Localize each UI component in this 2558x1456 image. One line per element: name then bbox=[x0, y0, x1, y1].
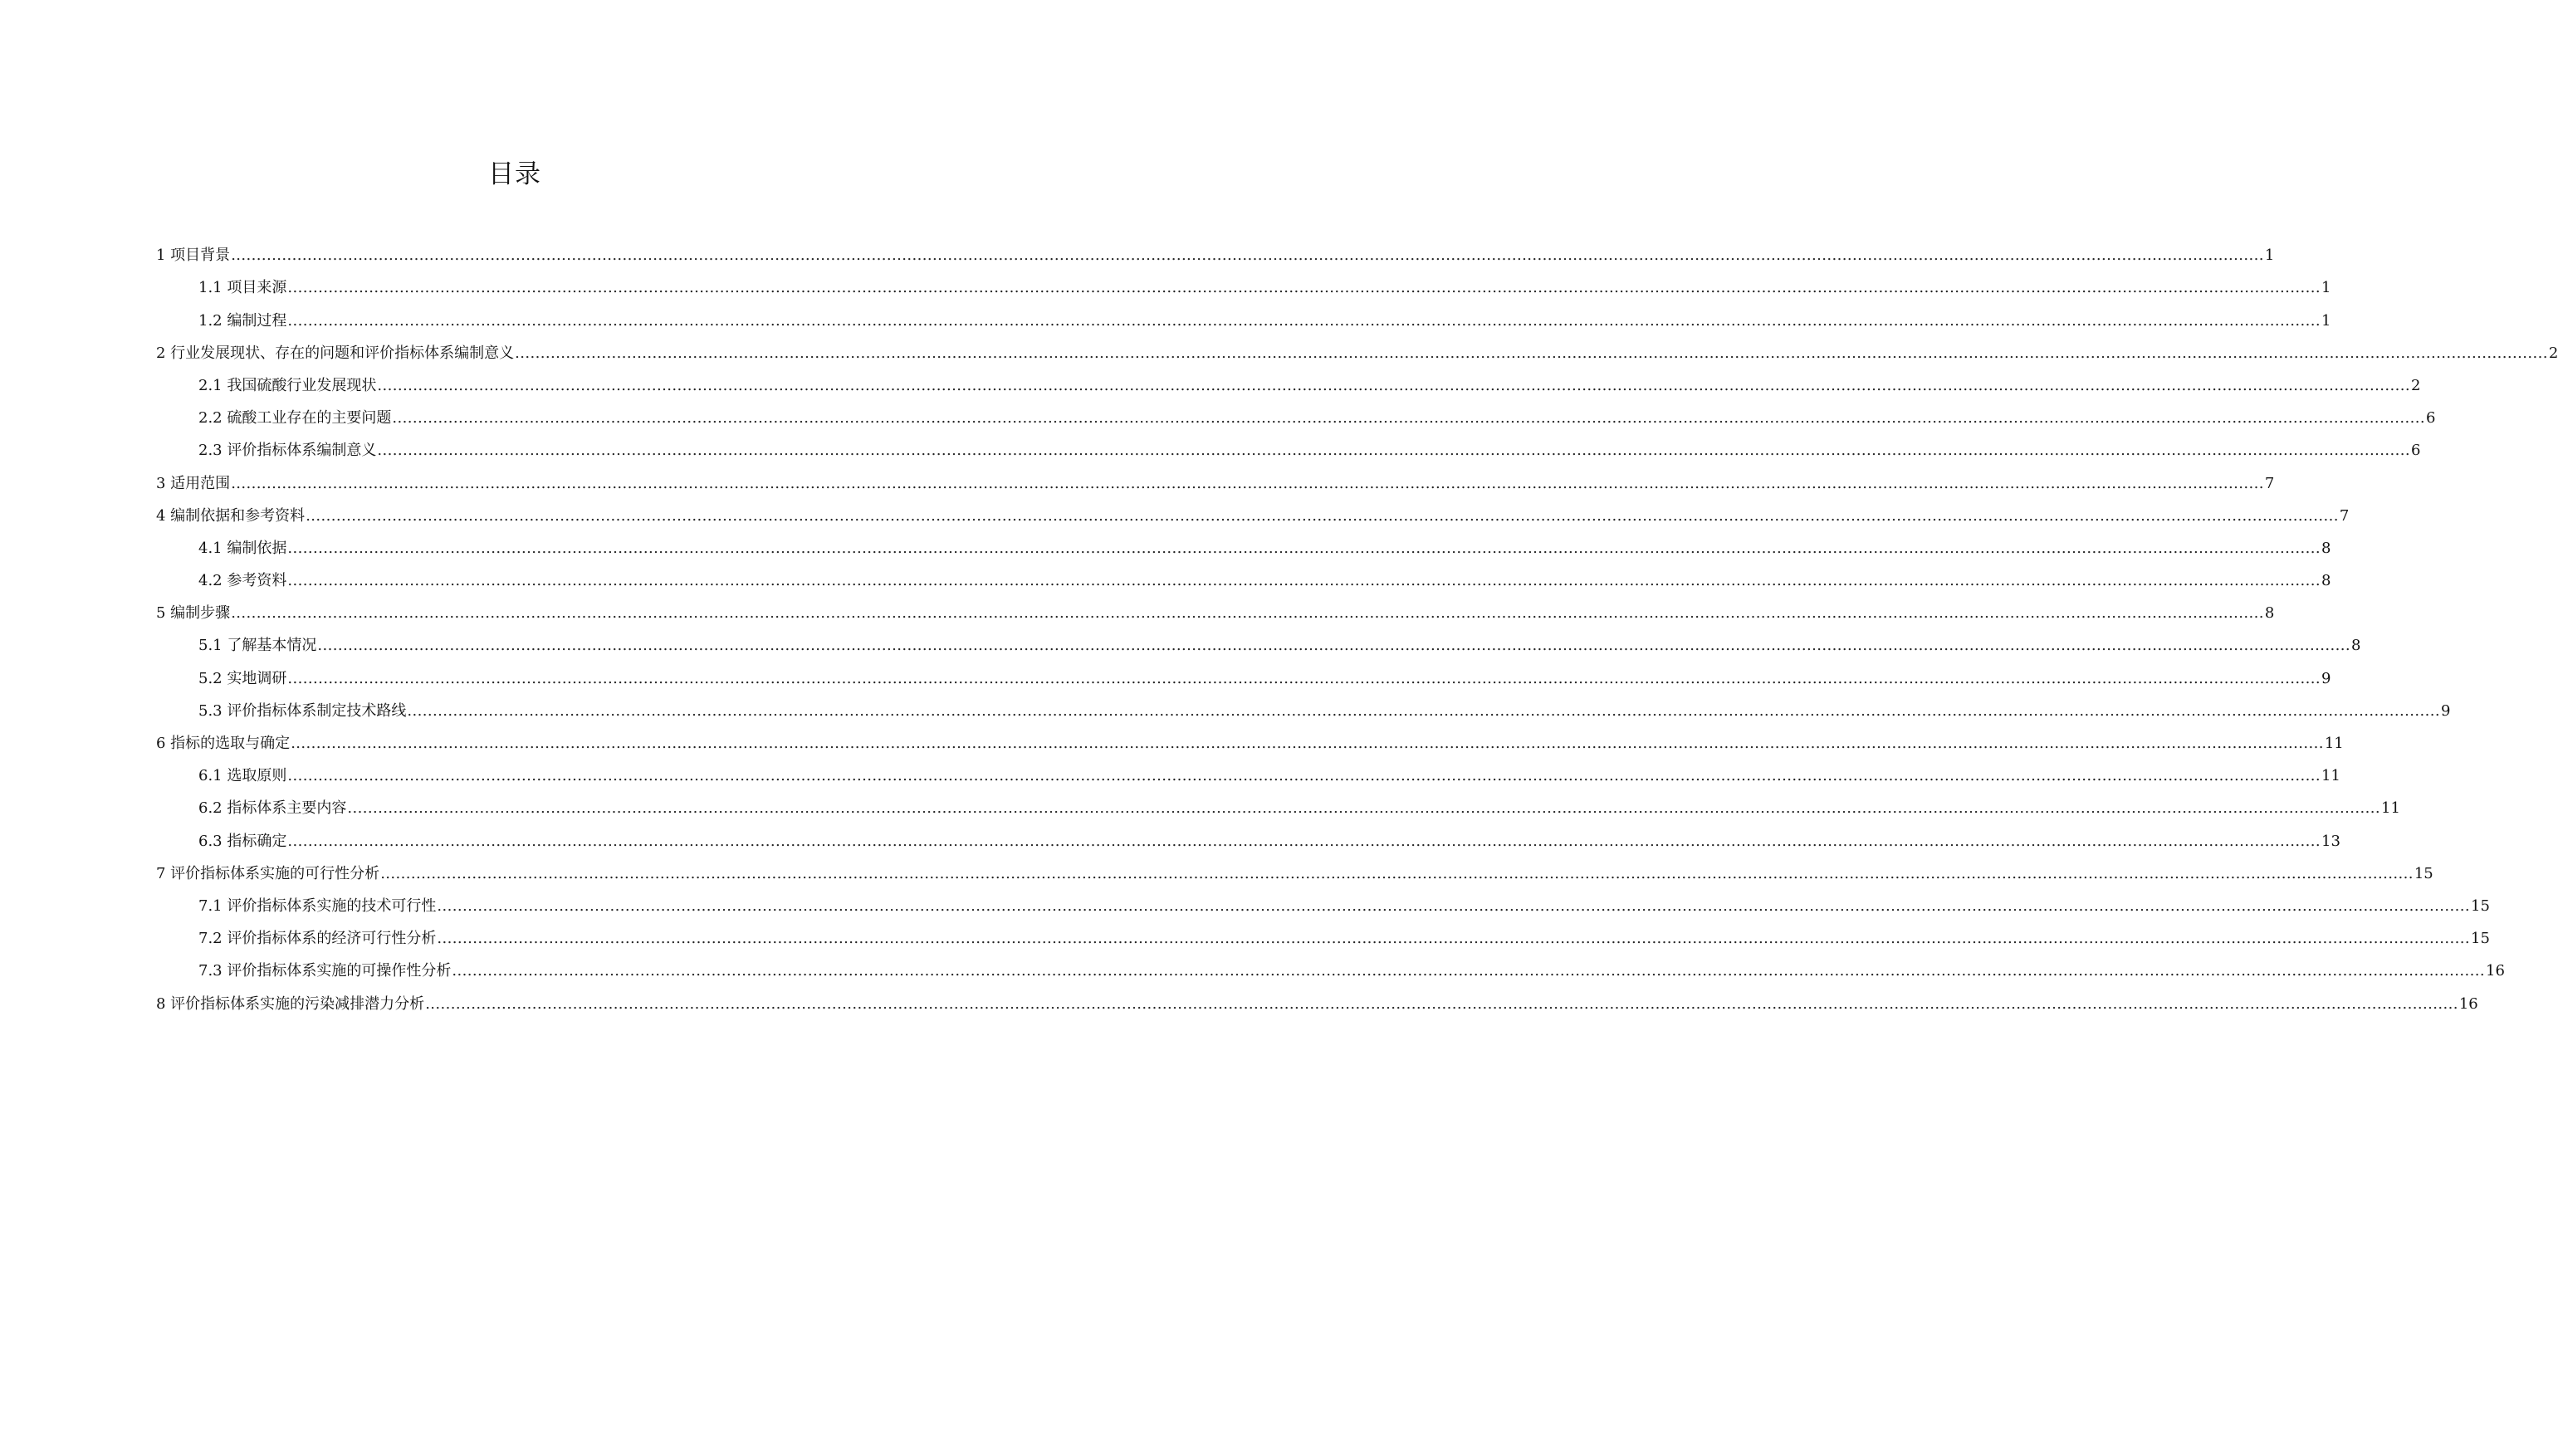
toc-dot-leader: ................................................................................................................................................................................................................................................................................................................................................................................................................ bbox=[515, 344, 2548, 362]
toc-dot-leader: ................................................................................................................................................................................................................................................................................................................................................................................................................ bbox=[380, 864, 2414, 882]
toc-page-number: 8 bbox=[2321, 572, 2331, 590]
toc-entry[interactable] bbox=[156, 363, 2421, 395]
toc-dot-leader: ................................................................................................................................................................................................................................................................................................................................................................................................................ bbox=[306, 506, 2339, 525]
toc-page-number: 9 bbox=[2321, 669, 2331, 687]
toc-dot-leader: ................................................................................................................................................................................................................................................................................................................................................................................................................ bbox=[347, 799, 2381, 818]
toc-entry-title: 6 指标的选取与确定 bbox=[156, 735, 291, 752]
toc-entry-title: 4 编制依据和参考资料 bbox=[156, 506, 306, 525]
toc-dot-leader: ................................................................................................................................................................................................................................................................................................................................................................................................................ bbox=[392, 409, 2426, 428]
toc-dot-leader: ................................................................................................................................................................................................................................................................................................................................................................................................................ bbox=[291, 735, 2324, 752]
toc-entry-title: 7.1 评价指标体系实施的技术可行性 bbox=[198, 897, 437, 915]
toc-dot-leader: ................................................................................................................................................................................................................................................................................................................................................................................................................ bbox=[287, 832, 2321, 850]
toc-page-number: 1 bbox=[2321, 311, 2331, 330]
toc-dot-leader: ................................................................................................................................................................................................................................................................................................................................................................................................................ bbox=[287, 539, 2321, 557]
toc-entry-title: 2.3 评价指标体系编制意义 bbox=[198, 442, 377, 460]
toc-page-number: 16 bbox=[2486, 962, 2505, 980]
toc-entry-title: 5.1 了解基本情况 bbox=[198, 637, 317, 655]
toc-dot-leader: ................................................................................................................................................................................................................................................................................................................................................................................................................ bbox=[437, 897, 2471, 915]
toc-page-number: 11 bbox=[2324, 735, 2344, 752]
toc-dot-leader: ................................................................................................................................................................................................................................................................................................................................................................................................................ bbox=[425, 994, 2458, 1013]
toc-entry[interactable] bbox=[156, 428, 2421, 460]
toc-entry-title: 5 编制步骤 bbox=[156, 604, 231, 623]
toc-dot-leader: ................................................................................................................................................................................................................................................................................................................................................................................................................ bbox=[231, 247, 2264, 265]
toc-entry[interactable] bbox=[156, 460, 2275, 492]
toc-entry[interactable] bbox=[156, 558, 2331, 590]
toc-entry-title: 7.2 评价指标体系的经济可行性分析 bbox=[198, 930, 437, 948]
toc-entry[interactable] bbox=[156, 265, 2331, 297]
toc-page-number: 8 bbox=[2351, 637, 2361, 655]
toc-entry-title: 4.2 参考资料 bbox=[198, 572, 287, 590]
toc-entry-title: 6.2 指标体系主要内容 bbox=[198, 799, 347, 818]
toc-entry[interactable] bbox=[156, 721, 2344, 753]
toc-dot-leader: ................................................................................................................................................................................................................................................................................................................................................................................................................ bbox=[287, 311, 2321, 330]
toc-entry-title: 7.3 评价指标体系实施的可操作性分析 bbox=[198, 962, 452, 980]
toc-entry-title: 1.1 项目来源 bbox=[198, 279, 287, 297]
toc-title: 目录 bbox=[488, 159, 541, 189]
toc-entry-title: 2.1 我国硫酸行业发展现状 bbox=[198, 376, 377, 394]
toc-page-number: 13 bbox=[2321, 832, 2340, 850]
toc-dot-leader: ................................................................................................................................................................................................................................................................................................................................................................................................................ bbox=[437, 930, 2471, 948]
toc-page-number: 2 bbox=[2548, 344, 2558, 362]
toc-page-number: 9 bbox=[2441, 701, 2451, 720]
toc-entry-title: 1.2 编制过程 bbox=[198, 311, 287, 330]
toc-entry[interactable] bbox=[156, 395, 2436, 428]
toc-entry[interactable] bbox=[156, 688, 2451, 721]
toc-page-number: 15 bbox=[2471, 930, 2490, 948]
toc-entry[interactable] bbox=[156, 948, 2505, 980]
toc-entry[interactable] bbox=[156, 851, 2433, 883]
toc-entry-title: 2 行业发展现状、存在的问题和评价指标体系编制意义 bbox=[156, 344, 515, 362]
toc-entry[interactable] bbox=[156, 655, 2331, 687]
toc-entry[interactable] bbox=[156, 493, 2350, 525]
toc-entry-title: 7 评价指标体系实施的可行性分析 bbox=[156, 864, 380, 882]
toc-page-number: 7 bbox=[2264, 474, 2275, 492]
toc-entry-title: 3 适用范围 bbox=[156, 474, 231, 492]
toc-page-number: 2 bbox=[2411, 376, 2421, 394]
toc-entry[interactable] bbox=[156, 232, 2275, 265]
toc-entry[interactable] bbox=[156, 297, 2331, 330]
toc-page-number: 8 bbox=[2264, 604, 2275, 623]
toc-dot-leader: ................................................................................................................................................................................................................................................................................................................................................................................................................ bbox=[377, 442, 2411, 460]
toc-page-number: 16 bbox=[2458, 994, 2478, 1013]
toc-entry[interactable] bbox=[156, 883, 2490, 916]
toc-dot-leader: ................................................................................................................................................................................................................................................................................................................................................................................................................ bbox=[287, 572, 2321, 590]
toc-entry[interactable] bbox=[156, 980, 2478, 1013]
toc-page-number: 11 bbox=[2321, 767, 2340, 785]
toc-entry-title: 5.2 实地调研 bbox=[198, 669, 287, 687]
toc-dot-leader: ................................................................................................................................................................................................................................................................................................................................................................................................................ bbox=[287, 279, 2321, 297]
toc-page-number: 7 bbox=[2339, 506, 2350, 525]
toc-dot-leader: ................................................................................................................................................................................................................................................................................................................................................................................................................ bbox=[452, 962, 2486, 980]
toc-page-number: 1 bbox=[2264, 247, 2275, 265]
toc-page-number: 15 bbox=[2471, 897, 2490, 915]
toc-page-number: 6 bbox=[2411, 442, 2421, 460]
toc-entry[interactable] bbox=[156, 590, 2275, 623]
toc-page-number: 1 bbox=[2321, 279, 2331, 297]
toc-dot-leader: ................................................................................................................................................................................................................................................................................................................................................................................................................ bbox=[317, 637, 2351, 655]
toc-entry[interactable] bbox=[156, 818, 2340, 850]
toc-entry-title: 6.1 选取原则 bbox=[198, 767, 287, 785]
toc-dot-leader: ................................................................................................................................................................................................................................................................................................................................................................................................................ bbox=[231, 604, 2264, 623]
toc-dot-leader: ................................................................................................................................................................................................................................................................................................................................................................................................................ bbox=[231, 474, 2264, 492]
toc-list bbox=[156, 232, 2558, 1014]
toc-entry-title: 4.1 编制依据 bbox=[198, 539, 287, 557]
toc-dot-leader: ................................................................................................................................................................................................................................................................................................................................................................................................................ bbox=[407, 701, 2441, 720]
toc-page-number: 8 bbox=[2321, 539, 2331, 557]
toc-dot-leader: ................................................................................................................................................................................................................................................................................................................................................................................................................ bbox=[287, 767, 2321, 785]
toc-entry-title: 5.3 评价指标体系制定技术路线 bbox=[198, 701, 407, 720]
toc-entry-title: 1 项目背景 bbox=[156, 247, 231, 265]
toc-page-number: 15 bbox=[2414, 864, 2433, 882]
toc-entry[interactable] bbox=[156, 785, 2400, 818]
toc-dot-leader: ................................................................................................................................................................................................................................................................................................................................................................................................................ bbox=[377, 376, 2411, 394]
toc-entry[interactable] bbox=[156, 623, 2361, 655]
toc-entry[interactable] bbox=[156, 916, 2490, 948]
toc-page-number: 6 bbox=[2426, 409, 2436, 428]
toc-entry[interactable] bbox=[156, 753, 2340, 785]
toc-dot-leader: ................................................................................................................................................................................................................................................................................................................................................................................................................ bbox=[287, 669, 2321, 687]
toc-entry-title: 2.2 硫酸工业存在的主要问题 bbox=[198, 409, 392, 428]
toc-entry-title: 8 评价指标体系实施的污染减排潜力分析 bbox=[156, 994, 425, 1013]
toc-entry[interactable] bbox=[156, 330, 2558, 363]
toc-entry[interactable] bbox=[156, 525, 2331, 558]
toc-entry-title: 6.3 指标确定 bbox=[198, 832, 287, 850]
toc-page-number: 11 bbox=[2381, 799, 2400, 818]
